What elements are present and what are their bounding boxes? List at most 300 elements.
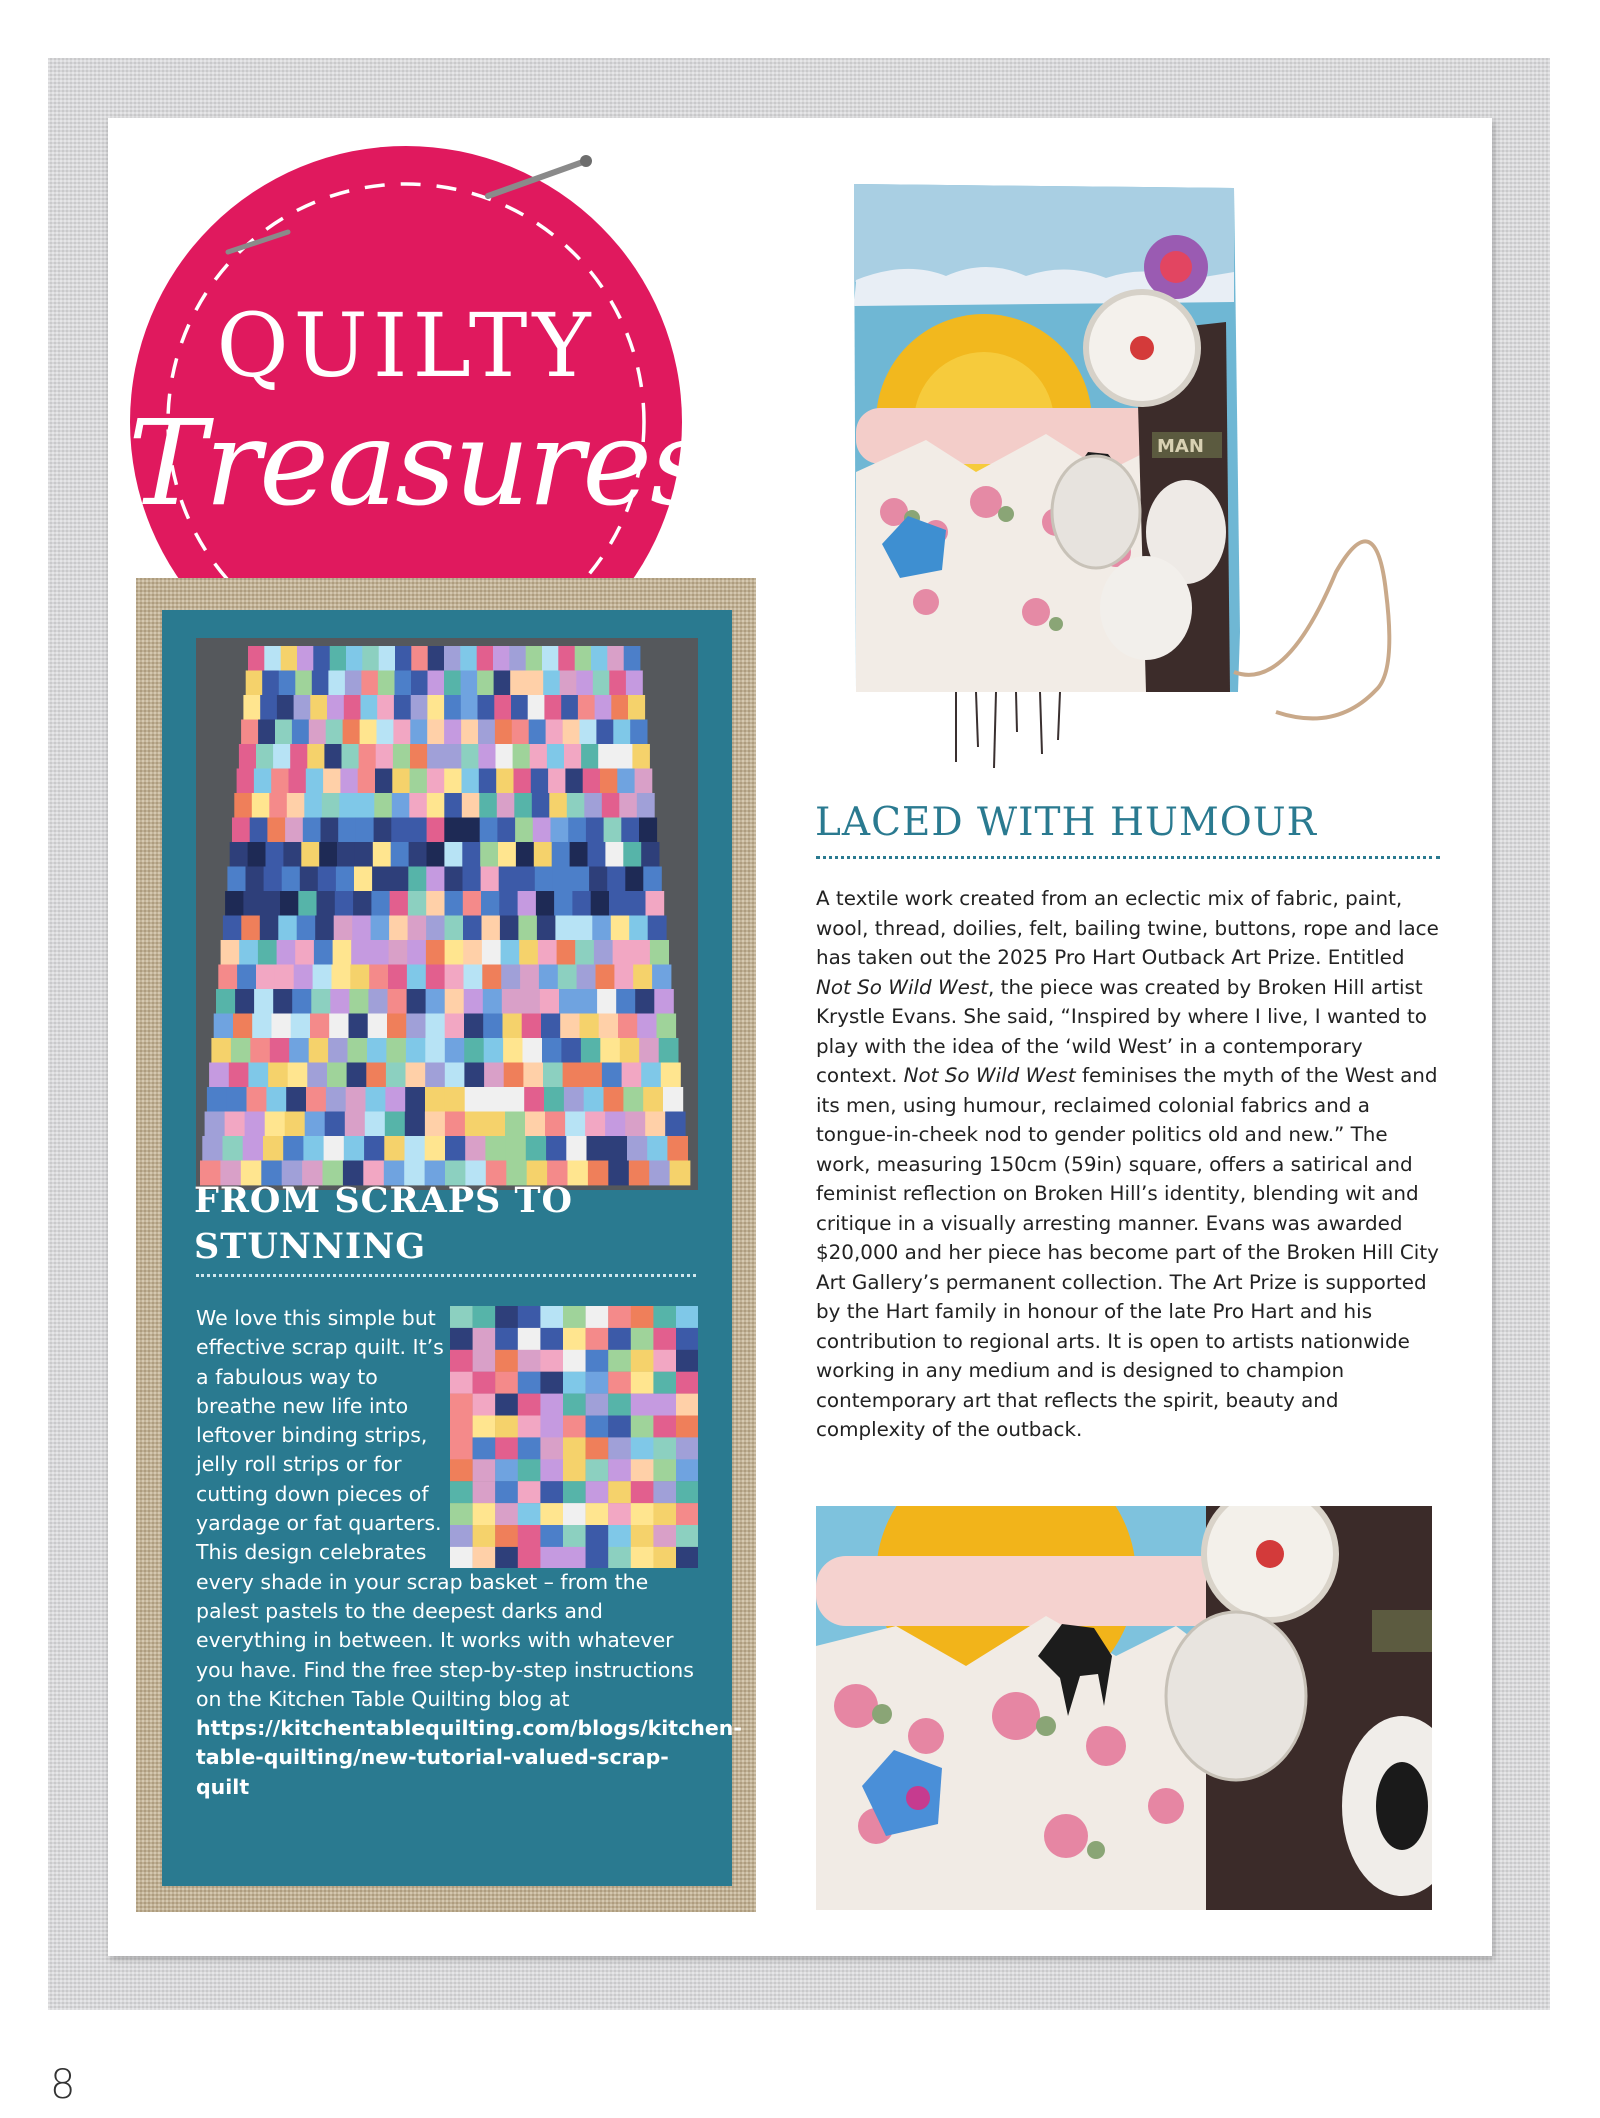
quilt-patch xyxy=(355,842,373,867)
quilt-patch xyxy=(289,1038,309,1063)
quilt-patch xyxy=(367,1038,387,1063)
quilt-patch xyxy=(239,940,258,965)
quilt-patch xyxy=(526,646,543,671)
quilt-patch xyxy=(478,695,495,720)
quilt-patch xyxy=(527,671,544,696)
quilt-patch xyxy=(405,1087,425,1112)
quilt-patch xyxy=(619,793,637,818)
quilt-patch xyxy=(576,671,593,696)
quilt-patch xyxy=(258,720,275,745)
quilt-patch xyxy=(496,744,514,769)
quilt-patch xyxy=(328,1038,348,1063)
quilt-patch xyxy=(250,1038,270,1063)
quilt-patch xyxy=(529,720,546,745)
quilt-patch xyxy=(338,818,356,843)
quilt-patch xyxy=(304,793,322,818)
quilt-patch xyxy=(305,1112,325,1137)
quilt-patch xyxy=(340,769,358,794)
quilt-patch xyxy=(272,1014,292,1039)
quilt-patch xyxy=(386,1038,406,1063)
quilt-patch xyxy=(485,1087,505,1112)
quilt-patch xyxy=(568,818,586,843)
quilt-patch xyxy=(324,744,342,769)
quilt-patch xyxy=(464,989,484,1014)
quilt-patch xyxy=(388,965,407,990)
quilt-patch xyxy=(262,891,281,916)
quilt-patch xyxy=(444,646,461,671)
quilt-patch xyxy=(553,867,572,892)
quilt-patch xyxy=(591,891,610,916)
quilt-patch xyxy=(654,989,674,1014)
quilt-patch xyxy=(409,818,427,843)
quilt-patch xyxy=(479,769,497,794)
quilt-patch xyxy=(632,744,650,769)
quilt-patch xyxy=(207,1087,227,1112)
quilt-patch xyxy=(411,695,428,720)
quilt-patch xyxy=(594,940,613,965)
quilt-patch xyxy=(563,720,580,745)
quilt-patch xyxy=(283,1136,304,1161)
quilt-patch xyxy=(252,793,270,818)
quilt-patch xyxy=(229,1063,249,1088)
quilt-patch xyxy=(324,1136,345,1161)
quilt-patch xyxy=(281,646,298,671)
quilt-patch xyxy=(295,940,314,965)
quilt-patch xyxy=(531,769,549,794)
quilt-patch xyxy=(643,1087,663,1112)
quilt-patch xyxy=(524,1087,544,1112)
quilt-patch xyxy=(613,940,632,965)
quilt-patch xyxy=(663,1087,683,1112)
quilt-patch xyxy=(645,1112,665,1137)
quilt-patch xyxy=(301,842,319,867)
quilt-patch xyxy=(350,965,369,990)
quilt-patch xyxy=(410,769,428,794)
quilt-patch xyxy=(343,720,360,745)
quilt-patch xyxy=(600,1038,620,1063)
quilt-patch xyxy=(607,1136,628,1161)
quilt-patch xyxy=(578,989,598,1014)
quilt-patch xyxy=(613,720,630,745)
quilt-patch xyxy=(542,646,559,671)
scrap-quilt-photo xyxy=(196,638,698,1190)
quilt-patch xyxy=(494,695,511,720)
quilt-patch xyxy=(290,744,308,769)
artwork-title-1: Not So Wild West xyxy=(816,975,989,999)
quilt-patch xyxy=(557,940,576,965)
quilt-patch xyxy=(518,891,537,916)
quilt-patch xyxy=(624,646,641,671)
quilt-patch xyxy=(501,940,520,965)
quilt-patch xyxy=(511,695,528,720)
quilt-patch xyxy=(627,1136,648,1161)
quilt-patch xyxy=(307,1063,327,1088)
quilt-patch xyxy=(598,744,616,769)
quilt-patch xyxy=(394,695,411,720)
quilt-patch xyxy=(517,867,536,892)
quilt-patch xyxy=(461,695,478,720)
quilt-patch xyxy=(623,1087,643,1112)
quilt-patch xyxy=(245,1112,265,1137)
quilt-patch xyxy=(339,793,357,818)
quilt-patch xyxy=(585,1112,605,1137)
quilt-patch xyxy=(552,842,570,867)
quilt-patch xyxy=(378,671,395,696)
quilt-patch xyxy=(542,1038,562,1063)
quilt-patch xyxy=(615,744,633,769)
quilt-patch xyxy=(344,695,361,720)
quilt-patch xyxy=(526,1136,547,1161)
quilt-patch xyxy=(211,1038,231,1063)
quilt-patch xyxy=(543,1063,563,1088)
quilt-patch xyxy=(555,916,574,941)
quilt-patch xyxy=(617,769,635,794)
quilt-patch xyxy=(647,1136,668,1161)
quilt-patch xyxy=(480,842,498,867)
quilt-patch xyxy=(541,1014,561,1039)
quilt-patch xyxy=(277,940,296,965)
quilt-patch xyxy=(326,1087,346,1112)
quilt-patch xyxy=(254,769,272,794)
quilt-patch xyxy=(326,720,343,745)
quilt-patch xyxy=(567,793,585,818)
quilt-patch xyxy=(444,769,462,794)
quilt-patch xyxy=(233,1014,253,1039)
quilt-patch xyxy=(361,695,378,720)
quilt-patch xyxy=(426,965,445,990)
quilt-patch xyxy=(445,1063,465,1088)
quilt-patch xyxy=(270,1038,290,1063)
quilt-patch xyxy=(445,965,464,990)
quilt-patch xyxy=(445,1014,465,1039)
quilt-patch xyxy=(277,695,294,720)
quilt-patch xyxy=(481,867,500,892)
quilt-patch xyxy=(342,744,360,769)
quilt-patch xyxy=(512,720,529,745)
scrap-quilt-body xyxy=(196,1304,742,1802)
quilt-patch xyxy=(530,744,548,769)
quilt-patch xyxy=(393,720,410,745)
quilt-patch xyxy=(262,671,279,696)
quilt-patch xyxy=(260,916,279,941)
quilt-patch xyxy=(461,744,479,769)
quilt-patch xyxy=(335,891,354,916)
quilt-patch xyxy=(426,940,445,965)
quilt-patch xyxy=(395,671,412,696)
quilt-patch xyxy=(561,1038,581,1063)
quilt-patch xyxy=(283,842,301,867)
kitchen-table-quilting-link[interactable]: https://kitchentablequilting.com/blogs/kitchen-table-quilting/new-tutorial-valued-scrap-quilt xyxy=(196,1716,742,1799)
quilt-patch xyxy=(239,744,257,769)
quilt-patch xyxy=(627,891,646,916)
quilt-patch xyxy=(256,744,274,769)
quilt-patch xyxy=(248,842,266,867)
quilt-patch xyxy=(248,646,265,671)
quilt-patch xyxy=(483,989,503,1014)
panel-dotted-divider xyxy=(196,1274,696,1277)
quilt-patch xyxy=(365,1112,385,1137)
quilt-patch xyxy=(227,1087,247,1112)
quilt-patch xyxy=(264,867,283,892)
quilt-patch xyxy=(318,867,337,892)
quilt-patch xyxy=(497,818,515,843)
quilt-patch xyxy=(482,965,501,990)
quilt-patch xyxy=(359,744,377,769)
quilt-patch xyxy=(375,769,393,794)
quilt-patch xyxy=(554,891,573,916)
scrap-quilt-text: We love this simple but effective scrap quilt. It’s a fabulous way to breathe new life into leftover binding strips, jelly roll strips or for cutting down pieces of yardage or fat quarters. This design celebrates every shade in your scrap basket – from the palest pastels to the deepest darks and everything in between. It works with whatever you have. Find the free step-by-step instructions on the Kitchen Table Quilting blog at xyxy=(196,1306,694,1711)
quilt-patch xyxy=(509,646,526,671)
quilt-patch xyxy=(604,818,622,843)
quilt-patch xyxy=(379,646,396,671)
quilt-patch xyxy=(260,695,277,720)
quilt-patch xyxy=(392,769,410,794)
quilt-patch xyxy=(234,793,252,818)
quilt-patch xyxy=(357,793,375,818)
quilt-patch xyxy=(307,744,325,769)
quilt-patch xyxy=(572,891,591,916)
quilt-patch xyxy=(232,818,250,843)
quilt-patch xyxy=(288,1063,308,1088)
quilt-patch xyxy=(625,867,644,892)
quilt-patch xyxy=(374,818,392,843)
artwork-detail-photo xyxy=(816,1506,1432,1910)
page-number: 8 xyxy=(50,2062,76,2108)
quilt-patch xyxy=(629,916,648,941)
quilt-patch xyxy=(626,671,643,696)
quilt-patch xyxy=(628,695,645,720)
quilt-patch xyxy=(265,1112,285,1137)
quilt-patch xyxy=(570,842,588,867)
quilt-patch xyxy=(405,1112,425,1137)
quilt-patch xyxy=(329,1014,349,1039)
quilt-patch xyxy=(258,940,277,965)
quilt-patch xyxy=(385,1112,405,1137)
quilt-patch xyxy=(285,1112,305,1137)
quilt-patch xyxy=(444,720,461,745)
quilt-patch xyxy=(592,916,611,941)
quilt-patch xyxy=(315,916,334,941)
scrap-quilt-panel xyxy=(162,610,742,1886)
quilt-patch xyxy=(351,940,370,965)
quilt-patch xyxy=(391,842,409,867)
quilt-patch xyxy=(354,867,373,892)
quilt-patch xyxy=(609,891,628,916)
quilt-patch xyxy=(523,1063,543,1088)
quilt-patch xyxy=(445,1087,465,1112)
quilt-patch xyxy=(241,720,258,745)
quilt-patch xyxy=(427,720,444,745)
quilt-patch xyxy=(637,1014,657,1039)
quilt-patch xyxy=(395,646,412,671)
quilt-patch xyxy=(333,940,352,965)
quilt-patch xyxy=(584,1087,604,1112)
quilt-patch xyxy=(558,965,577,990)
quilt-patch xyxy=(353,891,372,916)
quilt-patch xyxy=(291,1014,311,1039)
quilt-patch xyxy=(565,1112,585,1137)
quilt-patch xyxy=(462,769,480,794)
quilt-patch xyxy=(588,842,606,867)
quilt-patch xyxy=(496,769,514,794)
section-dotted-divider xyxy=(816,856,1440,859)
quilt-patch xyxy=(330,989,350,1014)
quilt-patch xyxy=(596,720,613,745)
quilt-patch xyxy=(360,720,377,745)
quilt-patch xyxy=(525,1112,545,1137)
quilt-patch xyxy=(322,793,340,818)
quilt-patch xyxy=(241,916,260,941)
quilt-patch xyxy=(246,867,265,892)
quilt-patch xyxy=(444,671,461,696)
quilt-patch xyxy=(377,695,394,720)
quilt-patch xyxy=(445,1038,465,1063)
quilt-patch xyxy=(566,1136,587,1161)
quilt-patch xyxy=(463,867,482,892)
quilt-patch xyxy=(464,965,483,990)
quilt-patch xyxy=(332,965,351,990)
quilt-patch xyxy=(366,1087,386,1112)
quilt-patch xyxy=(461,720,478,745)
quilt-patch xyxy=(410,720,427,745)
quilt-patch xyxy=(345,671,362,696)
quilt-patch xyxy=(294,695,311,720)
quilt-patch xyxy=(371,916,390,941)
quilt-patch xyxy=(346,646,363,671)
quilt-patch xyxy=(650,940,669,965)
quilt-patch xyxy=(478,720,495,745)
quilt-patch xyxy=(589,867,608,892)
quilt-patch xyxy=(426,916,445,941)
quilt-patch xyxy=(292,989,312,1014)
quilt-patch xyxy=(345,1112,365,1137)
quilt-patch xyxy=(444,818,462,843)
quilt-patch xyxy=(292,720,309,745)
quilt-patch xyxy=(407,940,426,965)
quilt-patch xyxy=(368,1014,388,1039)
quilt-patch xyxy=(622,1063,642,1088)
not-so-wild-west-artwork-photo xyxy=(816,172,1450,784)
quilt-patch xyxy=(444,867,463,892)
quilt-patch xyxy=(485,1136,506,1161)
quilt-patch xyxy=(575,646,592,671)
quilt-patch xyxy=(577,965,596,990)
quilt-patch xyxy=(463,891,482,916)
quilt-patch xyxy=(311,989,331,1014)
quilt-patch xyxy=(344,1136,365,1161)
quilt-patch xyxy=(551,818,569,843)
quilt-patch xyxy=(372,867,391,892)
body-text-2: , the piece was created by Broken Hill artist Krystle Evans. She said, “Inspired by where I live, I wanted to play with the idea of the ‘wild West’ in a contemporary context. xyxy=(816,975,1427,1087)
quilt-patch xyxy=(578,695,595,720)
quilt-patch xyxy=(625,1112,645,1137)
quilt-patch xyxy=(584,793,602,818)
quilt-patch xyxy=(327,1063,347,1088)
quilt-patch xyxy=(384,1136,405,1161)
quilt-patch xyxy=(310,695,327,720)
quilt-patch xyxy=(334,916,353,941)
quilt-patch xyxy=(522,1014,542,1039)
quilt-patch xyxy=(266,1087,286,1112)
quilt-patch xyxy=(411,671,428,696)
quilt-patch xyxy=(231,1038,251,1063)
quilt-patch xyxy=(407,989,427,1014)
artwork-man-label: MAN xyxy=(1157,436,1204,457)
quilt-patch xyxy=(571,867,590,892)
quilt-patch xyxy=(426,989,446,1014)
quilt-patch xyxy=(630,720,647,745)
quilt-patch xyxy=(605,842,623,867)
quilt-patch xyxy=(254,989,274,1014)
quilt-patch xyxy=(252,1014,272,1039)
quilt-patch xyxy=(504,1087,524,1112)
quilt-patch xyxy=(364,1136,385,1161)
quilt-patch xyxy=(444,695,461,720)
quilt-patch xyxy=(216,989,236,1014)
quilt-patch xyxy=(575,940,594,965)
quilt-patch xyxy=(483,1014,503,1039)
quilt-patch xyxy=(516,842,534,867)
quilt-patch xyxy=(426,1014,446,1039)
quilt-patch xyxy=(499,891,518,916)
quilt-patch xyxy=(425,1112,445,1137)
quilt-patch xyxy=(574,916,593,941)
quilt-patch xyxy=(376,744,394,769)
quilt-patch xyxy=(593,671,610,696)
quilt-patch xyxy=(221,940,240,965)
quilt-patch xyxy=(248,1063,268,1088)
quilt-patch xyxy=(313,646,330,671)
quilt-patch xyxy=(348,1038,368,1063)
quilt-patch xyxy=(539,965,558,990)
quilt-patch xyxy=(547,744,565,769)
quilt-patch xyxy=(227,867,246,892)
quilt-patch xyxy=(659,1038,679,1063)
quilt-patch xyxy=(289,769,307,794)
quilt-patch xyxy=(623,842,641,867)
quilt-patch xyxy=(544,695,561,720)
quilt-patch xyxy=(445,1136,466,1161)
quilt-patch xyxy=(427,818,445,843)
quilt-patch xyxy=(602,1063,622,1088)
quilt-patch xyxy=(514,793,532,818)
quilt-patch xyxy=(616,989,636,1014)
quilt-patch xyxy=(202,1136,223,1161)
quilt-patch xyxy=(546,1136,567,1161)
laced-with-humour-heading: LACED WITH HUMOUR xyxy=(815,800,1317,845)
quilt-patch xyxy=(391,818,409,843)
quilt-patch xyxy=(495,720,512,745)
scrap-quilt-heading: FROM SCRAPS TO STUNNING xyxy=(194,1180,574,1267)
quilt-patch xyxy=(639,818,657,843)
body-text-3: feminises the myth of the West and its men, using humour, reclaimed colonial fabrics and a tongue-in-cheek nod to gender politics old and new.” The work, measuring 150cm (59in) square, offers a satirical and feminist reflection on Broken Hill’s identity, blending wit and critique in a visually arresting manner. Evans was awarded $20,000 and her piece has become part of the Broken Hill City Art Gallery’s permanent collection. The Art Prize is supported by the Hart family in honour of the late Pro Hart and his contribution to regional arts. It is open to artists nationwide working in any medium and is designed to champion contemporary art that reflects the spirit, beauty and complexity of the outback. xyxy=(816,1064,1439,1441)
quilt-patch xyxy=(479,793,497,818)
quilt-patch xyxy=(604,1087,624,1112)
quilt-patch xyxy=(558,646,575,671)
quilt-patch xyxy=(639,1038,659,1063)
quilt-patch xyxy=(582,1063,602,1088)
quilt-patch xyxy=(519,940,538,965)
quilt-patch xyxy=(528,695,545,720)
quilt-patch xyxy=(205,1112,225,1137)
quilt-patch xyxy=(637,793,655,818)
quilt-patch xyxy=(313,965,332,990)
quilt-patch xyxy=(465,1112,485,1137)
quilt-patch xyxy=(349,989,369,1014)
quilt-patch xyxy=(306,1087,326,1112)
quilt-patch xyxy=(235,989,255,1014)
quilt-patch xyxy=(564,744,582,769)
